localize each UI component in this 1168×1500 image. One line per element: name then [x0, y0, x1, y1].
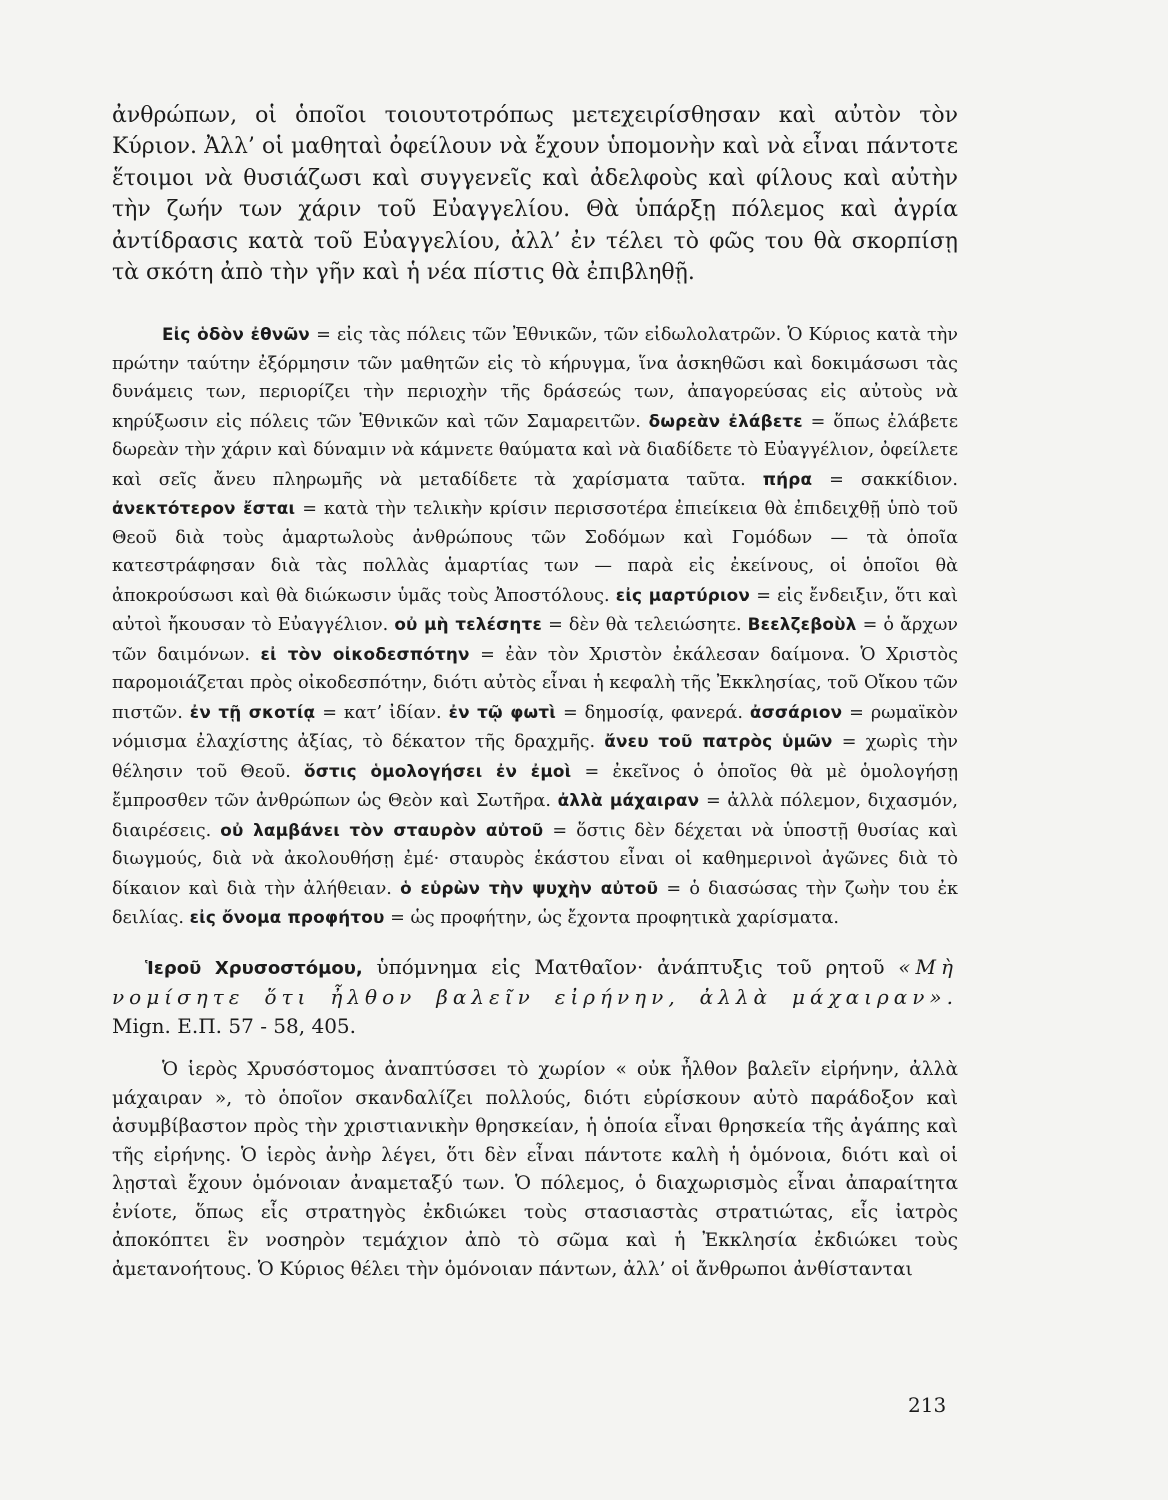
note-text: = ἐκεῖνος ὁ ὁποῖος θὰ μὲ ὁμολογήσῃ ἔμπροσθεν τῶν ἀνθρώπων ὡς Θεὸν καὶ Σωτῆρα.	[112, 761, 958, 812]
note-text: = ὡς προφήτην, ὡς ἔχοντα προφητικὰ χαρίσματα.	[384, 908, 839, 929]
reference-source: Mign. Ε.Π. 57 - 58, 405.	[112, 1013, 357, 1038]
note-text: = ἐὰν τὸν Χριστὸν ἐκάλεσαν δαίμονα. Ὁ Χριστὸς παρομοιάζεται πρὸς οἰκοδεσπότην, διότι αὐτὸς εἶναι ἡ κεφαλὴ τῆς Ἐκκλησίας, τοῦ Οἴκου τῶν πιστῶν.	[112, 644, 958, 723]
note-text: = δὲν θὰ τελειώσητε.	[542, 615, 748, 636]
note-text: = ὅστις δὲν δέχεται νὰ ὑποστῇ θυσίας καὶ διωγμούς, διὰ νὰ ἀκολουθήσῃ ἐμέ· σταυρὸς ἑκάστου εἶναι οἱ καθημερινοὶ ἀγῶνες διὰ τὸ δίκαιον καὶ διὰ τὴν ἀλήθειαν.	[112, 820, 958, 899]
note-term: ἀνεκτότερον ἔσται	[112, 498, 296, 519]
note-term: ἀλλὰ μάχαιραν	[557, 790, 700, 811]
note-term: πήρα	[762, 468, 813, 489]
note-term: οὐ μὴ τελέσητε	[394, 614, 543, 635]
note-text: = ὅπως ἐλάβετε δωρεὰν τὴν χάριν καὶ δύναμιν νὰ κάμνετε θαύματα καὶ νὰ διαδίδετε τὸ Εὐαγγέλιον, ὀφείλετε καὶ σεῖς ἄνευ πληρωμῆς νὰ μεταδίδετε τὰ χαρίσματα ταῦτα.	[112, 411, 958, 490]
note-text: = κατ’ ἰδίαν.	[315, 702, 449, 723]
note-term: ὅστις ὁμολογήσει ἐν ἐμοὶ	[304, 760, 572, 781]
note-term: Βεελζεβοὺλ	[747, 614, 857, 635]
note-term: δωρεὰν ἐλάβετε	[648, 410, 803, 431]
note-text: = σακκίδιον.	[812, 469, 958, 490]
note-term: εἰς ὄνομα προφήτου	[189, 907, 385, 928]
reference-quote: «Μὴ νομίσητε ὅτι ἦλθον βαλεῖν εἰρήνην, ἀλλὰ μάχαιραν».	[112, 954, 958, 1010]
note-text: = ἀλλὰ πόλεμον, διχασμόν, διαιρέσεις.	[112, 791, 958, 841]
note-term: ἄνευ τοῦ πατρὸς ὑμῶν	[604, 731, 833, 752]
note-term: ἐν τῷ φωτὶ	[448, 701, 556, 722]
note-text: = χωρὶς τὴν θέλησιν τοῦ Θεοῦ.	[112, 732, 958, 782]
note-text: = δημοσίᾳ, φανερά.	[556, 702, 750, 723]
reference-author: Ἱεροῦ Χρυσοστόμου,	[145, 957, 363, 979]
page-number: 213	[908, 1393, 947, 1417]
note-term: εἰ τὸν οἰκοδεσπότην	[260, 643, 470, 664]
note-text: = ρωμαϊκὸν νόμισμα ἐλαχίστης ἀξίας, τὸ δέκατον τῆς δραχμῆς.	[112, 702, 959, 753]
note-text: = εἰς ἔνδειξιν, ὅτι καὶ αὐτοὶ ἤκουσαν τὸ Εὐαγγέλιον.	[112, 585, 958, 636]
note-term: ἐν τῇ σκοτίᾳ	[189, 701, 316, 722]
note-term: οὐ λαμβάνει τὸν σταυρὸν αὐτοῦ	[220, 819, 544, 840]
note-term: ὁ εὑρὼν τὴν ψυχὴν αὐτοῦ	[400, 877, 659, 898]
note-text: = ὁ διασώσας τὴν ζωὴν του ἐκ δειλίας.	[112, 878, 959, 929]
note-text: = κατὰ τὴν τελικὴν κρίσιν περισσοτέρα ἐπιείκεια θὰ ἐπιδειχθῇ ὑπὸ τοῦ Θεοῦ διὰ τοὺς ἁμαρτωλοὺς ἀνθρώπους τῶν Σοδόμων καὶ Γομόδων — τὰ ὁποῖα κατεστράφησαν διὰ τὰς πολλὰς ἁμαρτίας των — παρὰ εἰς ἐκείνους, οἱ ὁποῖοι θὰ ἀποκρούσωσι καὶ θὰ διώκωσιν ὑμᾶς τοὺς Ἀποστόλους.	[112, 499, 958, 606]
reference-paragraph	[112, 953, 958, 1041]
notes-paragraph	[112, 320, 958, 933]
reference-title: ὑπόμνημα εἰς Ματθαῖον· ἀνάπτυξις τοῦ ρητοῦ	[362, 954, 899, 979]
note-term: ἀσσάριον	[749, 701, 843, 722]
note-text: = ὁ ἄρχων τῶν δαιμόνων.	[112, 615, 958, 665]
body-paragraph: Ὁ ἱερὸς Χρυσόστομος ἀναπτύσσει τὸ χωρίον « οὐκ ἦλθον βαλεῖν εἰρήνην, ἀλλὰ μάχαιραν », τὸ ὁποῖον σκανδαλίζει πολλούς, διότι εὑρίσκουν αὐτὸ παράδοξον καὶ ἀσυμβίβαστον πρὸς τὴν χριστιανικὴν θρησκείαν, ἡ ὁποία εἶναι θρησκεία τῆς ἀγάπης καὶ τῆς εἰρήνης. Ὁ ἱερὸς ἀνὴρ λέγει, ὅτι δὲν εἶναι πάντοτε καλὴ ἡ ὁμόνοια, διότι καὶ οἱ λῃσταὶ ἔχουν ὁμόνοιαν ἀναμεταξύ των. Ὁ πόλεμος, ὁ διαχωρισμὸς εἶναι ἀπαραίτητα ἐνίοτε, ὅπως εἷς στρατηγὸς ἐκδιώκει τοὺς στασιαστὰς στρατιώτας, εἷς ἰατρὸς ἀποκόπτει ἓν νοσηρὸν τεμάχιον ἀπὸ τὸ σῶμα καὶ ἡ Ἐκκλησία ἐκδιώκει τοὺς ἀμετανοήτους. Ὁ Κύριος θέλει τὴν ὁμόνοιαν πάντων, ἀλλ’ οἱ ἄνθρωποι ἀνθίστανται	[112, 1059, 958, 1280]
page-content	[112, 100, 958, 1284]
note-term: Εἰς ὁδὸν ἐθνῶν	[162, 324, 310, 345]
note-text: = εἰς τὰς πόλεις τῶν Ἐθνικῶν, τῶν εἰδωλολατρῶν. Ὁ Κύριος κατὰ τὴν πρώτην ταύτην ἐξόρμησιν τῶν μαθητῶν εἰς τὸ κήρυγμα, ἵνα ἀσκηθῶσι καὶ δοκιμάσωσι τὰς δυνάμεις των, περιορίζει τὴν περιοχὴν τῆς δράσεώς των, ἀπαγορεύσας εἰς αὐτοὺς νὰ κηρύξωσιν εἰς πόλεις τῶν Ἐθνικῶν καὶ τῶν Σαμαρειτῶν.	[112, 325, 958, 432]
top-paragraph: ἀνθρώπων, οἱ ὁποῖοι τοιουτοτρόπως μετεχειρίσθησαν καὶ αὐτὸν τὸν Κύριον. Ἀλλ’ οἱ μαθηταὶ ὀφείλουν νὰ ἔχουν ὑπομονὴν καὶ νὰ εἶναι πάντοτε ἕτοιμοι νὰ θυσιάζωσι καὶ συγγενεῖς καὶ ἀδελφοὺς καὶ φίλους καὶ αὐτὴν τὴν ζωήν των χάριν τοῦ Εὐαγγελίου. Θὰ ὑπάρξῃ πόλεμος καὶ ἀγρία ἀντίδρασις κατὰ τοῦ Εὐαγγελίου, ἀλλ’ ἐν τέλει τὸ φῶς του θὰ σκορπίσῃ τὰ σκότη ἀπὸ τὴν γῆν καὶ ἡ νέα πίστις θὰ ἐπιβληθῇ.	[112, 103, 958, 286]
note-term: εἰς μαρτύριον	[615, 584, 751, 605]
